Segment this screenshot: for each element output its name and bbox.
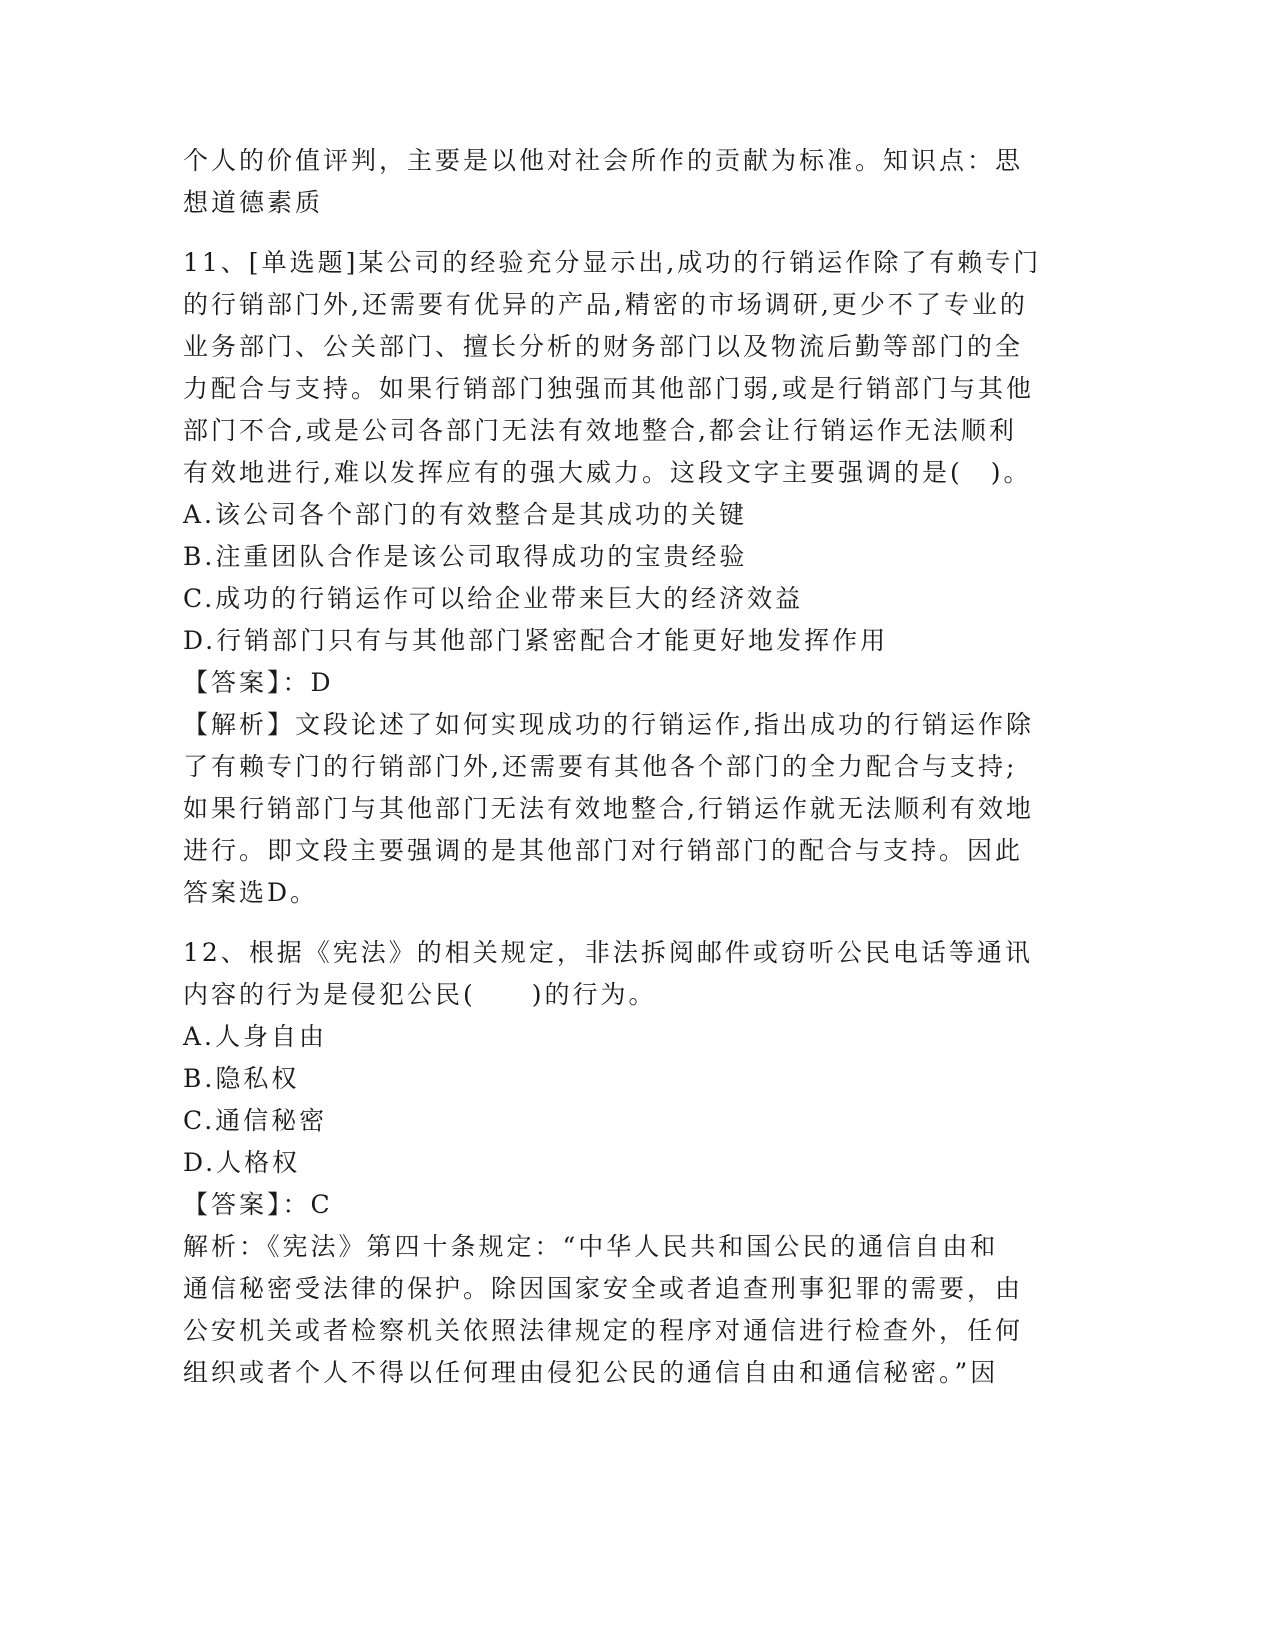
q11-stem-line: 11、[单选题]某公司的经验充分显示出,成功的行销运作除了有赖专门 xyxy=(183,248,1042,277)
q11-stem-line: 的行销部门外,还需要有优异的产品,精密的市场调研,更少不了专业的 xyxy=(183,290,1028,319)
q11-answer: 【答案】：D xyxy=(183,668,334,697)
q12-stem-line: 12、根据《宪法》的相关规定，非法拆阅邮件或窃听公民电话等通讯 xyxy=(183,938,1033,967)
q11-option-d: D.行销部门只有与其他部门紧密配合才能更好地发挥作用 xyxy=(183,626,889,655)
q11-analysis-line: 如果行销部门与其他部门无法有效地整合,行销运作就无法顺利有效地 xyxy=(183,794,1034,823)
q11-analysis-line: 了有赖专门的行销部门外,还需要有其他各个部门的全力配合与支持; xyxy=(183,752,1018,781)
intro-paragraph xyxy=(183,140,1043,224)
q11-analysis-line: 【解析】文段论述了如何实现成功的行销运作,指出成功的行销运作除 xyxy=(183,710,1034,739)
q12-analysis-line: 公安机关或者检察机关依照法律规定的程序对通信进行检查外，任何 xyxy=(183,1316,1024,1345)
q12-analysis-line: 解析：《宪法》第四十条规定：“中华人民共和国公民的通信自由和 xyxy=(183,1232,999,1261)
document-page xyxy=(183,140,1043,1394)
q12-analysis-line: 组织或者个人不得以任何理由侵犯公民的通信自由和通信秘密。”因 xyxy=(183,1358,999,1387)
intro-line: 个人的价值评判，主要是以他对社会所作的贡献为标准。知识点：思 xyxy=(183,146,1024,175)
q12-option-b: B.隐私权 xyxy=(183,1064,300,1093)
q11-option-c: C.成功的行销运作可以给企业带来巨大的经济效益 xyxy=(183,584,804,613)
question-12 xyxy=(183,932,1043,1394)
q12-option-c: C.通信秘密 xyxy=(183,1106,328,1135)
q11-option-a: A.该公司各个部门的有效整合是其成功的关键 xyxy=(183,500,748,529)
q12-option-a: A.人身自由 xyxy=(183,1022,328,1051)
q12-answer: 【答案】：C xyxy=(183,1190,333,1219)
question-11 xyxy=(183,242,1043,914)
q12-analysis-line: 通信秘密受法律的保护。除因国家安全或者追查刑事犯罪的需要，由 xyxy=(183,1274,1024,1303)
q11-stem-line: 力配合与支持。如果行销部门独强而其他部门弱,或是行销部门与其他 xyxy=(183,374,1034,403)
q11-stem-line: 有效地进行,难以发挥应有的强大威力。这段文字主要强调的是( )。 xyxy=(183,458,1032,487)
q11-option-b: B.注重团队合作是该公司取得成功的宝贵经验 xyxy=(183,542,748,571)
intro-line: 想道德素质 xyxy=(183,188,324,217)
q12-stem-line: 内容的行为是侵犯公民( )的行为。 xyxy=(183,980,657,1009)
q11-analysis-line: 进行。即文段主要强调的是其他部门对行销部门的配合与支持。因此 xyxy=(183,836,1024,865)
q12-option-d: D.人格权 xyxy=(183,1148,301,1177)
q11-analysis-line: 答案选D。 xyxy=(183,878,319,907)
q11-stem-line: 业务部门、公关部门、擅长分析的财务部门以及物流后勤等部门的全 xyxy=(183,332,1024,361)
q11-stem-line: 部门不合,或是公司各部门无法有效地整合,都会让行销运作无法顺利 xyxy=(183,416,1017,445)
